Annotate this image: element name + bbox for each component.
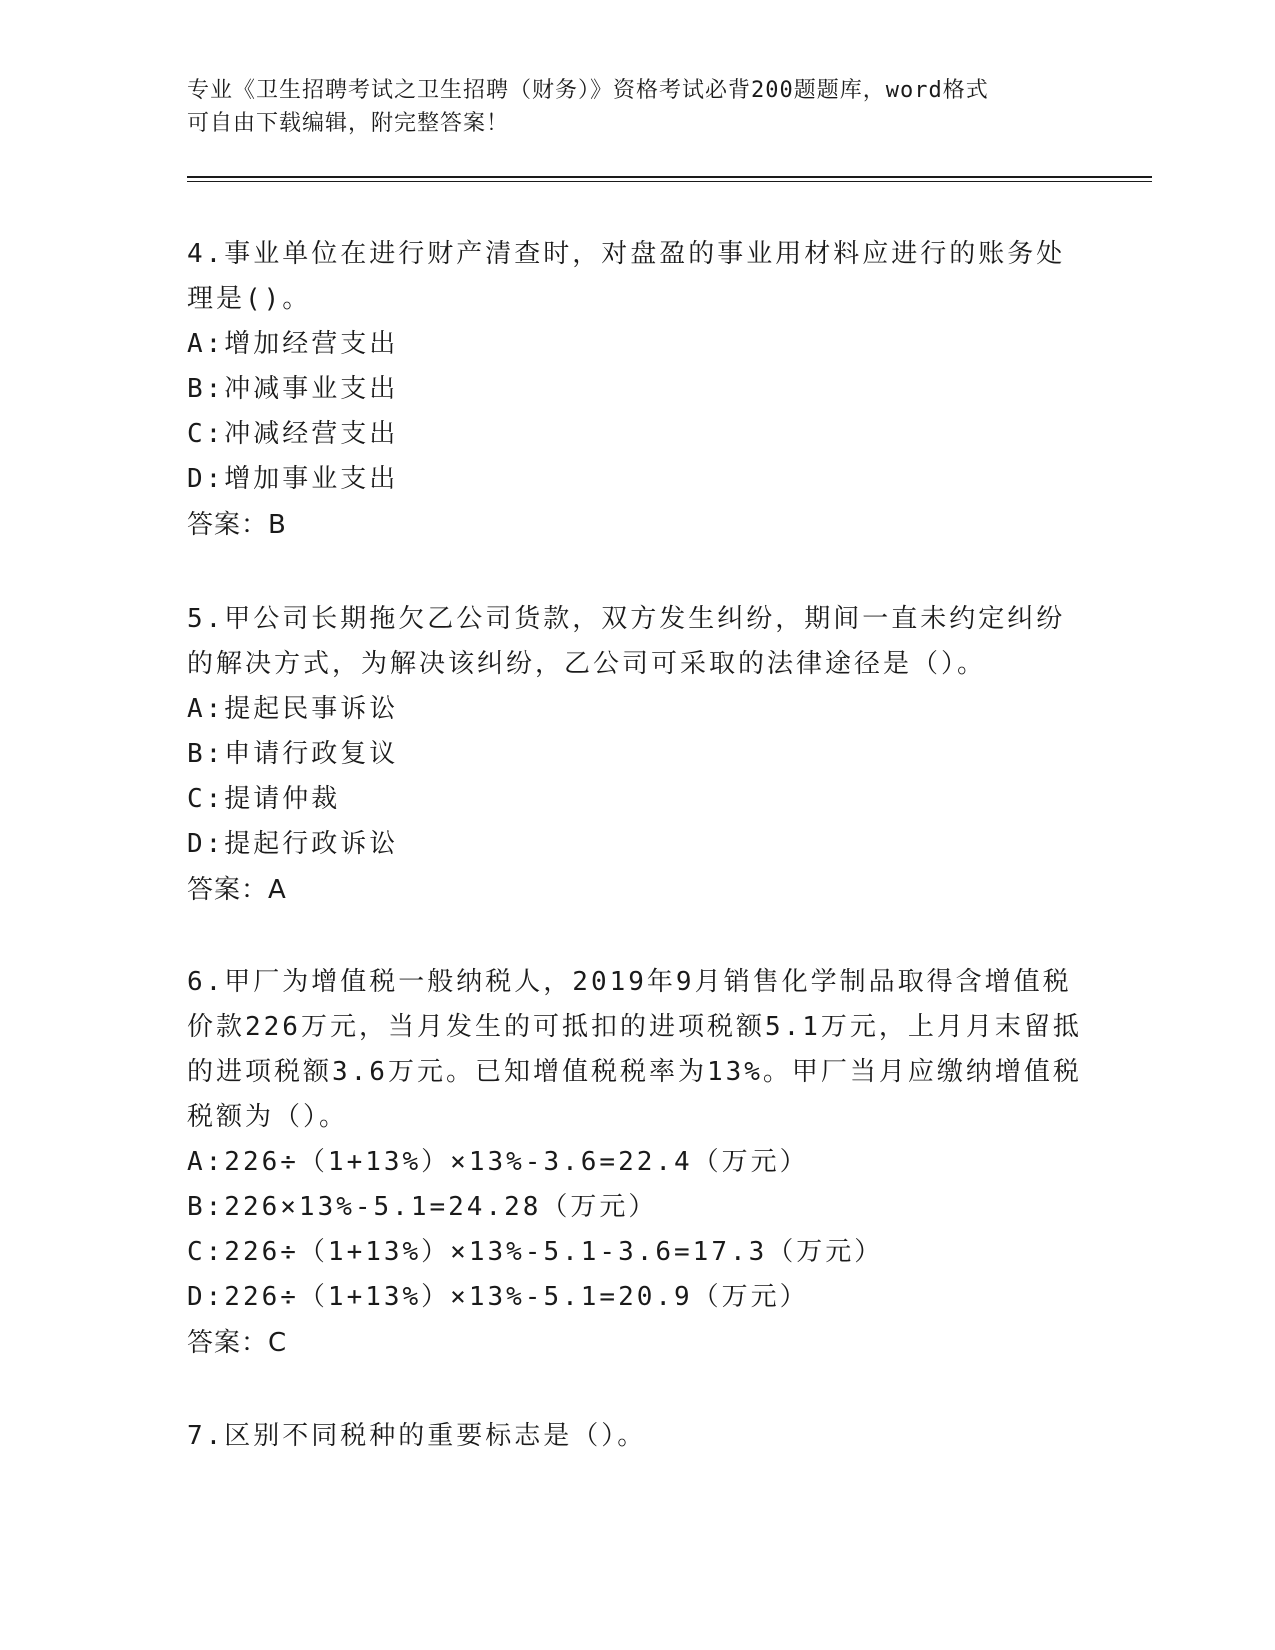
- question-text: 4.事业单位在进行财产清查时，对盘盈的事业用材料应进行的账务处理是()。: [187, 239, 1066, 314]
- question-7: [187, 1414, 1087, 1459]
- option-b: B:226×13%-5.1=24.28（万元）: [187, 1192, 658, 1222]
- question-4: [187, 232, 1087, 548]
- header-divider-top: [187, 176, 1152, 178]
- question-text: 7.区别不同税种的重要标志是（）。: [187, 1421, 647, 1451]
- header-line-2: 可自由下载编辑，附完整答案！: [187, 111, 510, 136]
- document-header: [187, 74, 1087, 140]
- option-b: B:冲减事业支出: [187, 374, 399, 404]
- question-text: 5.甲公司长期拖欠乙公司货款，双方发生纠纷，期间一直未约定纠纷的解决方式，为解决该纠纷，乙公司可采取的法律途径是（）。: [187, 604, 1066, 679]
- header-divider-bottom: [187, 181, 1152, 182]
- option-c: C:冲减经营支出: [187, 419, 399, 449]
- option-c: C:226÷（1+13%）×13%-5.1-3.6=17.3（万元）: [187, 1237, 884, 1267]
- question-5: [187, 597, 1087, 913]
- option-d: D:提起行政诉讼: [187, 829, 399, 859]
- answer: 答案：B: [187, 510, 287, 540]
- option-c: C:提请仲裁: [187, 784, 341, 814]
- option-a: A:226÷（1+13%）×13%-3.6=22.4（万元）: [187, 1147, 809, 1177]
- question-6: [187, 960, 1087, 1366]
- option-b: B:申请行政复议: [187, 739, 399, 769]
- option-a: A:增加经营支出: [187, 329, 399, 359]
- option-d: D:226÷（1+13%）×13%-5.1=20.9（万元）: [187, 1282, 809, 1312]
- answer: 答案：A: [187, 875, 287, 905]
- option-d: D:增加事业支出: [187, 464, 399, 494]
- answer: 答案：C: [187, 1328, 288, 1358]
- header-line-1: 专业《卫生招聘考试之卫生招聘（财务）》资格考试必背200题题库，word格式: [187, 78, 989, 103]
- question-text: 6.甲厂为增值税一般纳税人，2019年9月销售化学制品取得含增值税价款226万元，当月发生的可抵扣的进项税额5.1万元，上月月末留抵的进项税额3.6万元。已知增值税税率为13%。甲厂当月应缴纳增值税税额为（）。: [187, 967, 1082, 1132]
- option-a: A:提起民事诉讼: [187, 694, 399, 724]
